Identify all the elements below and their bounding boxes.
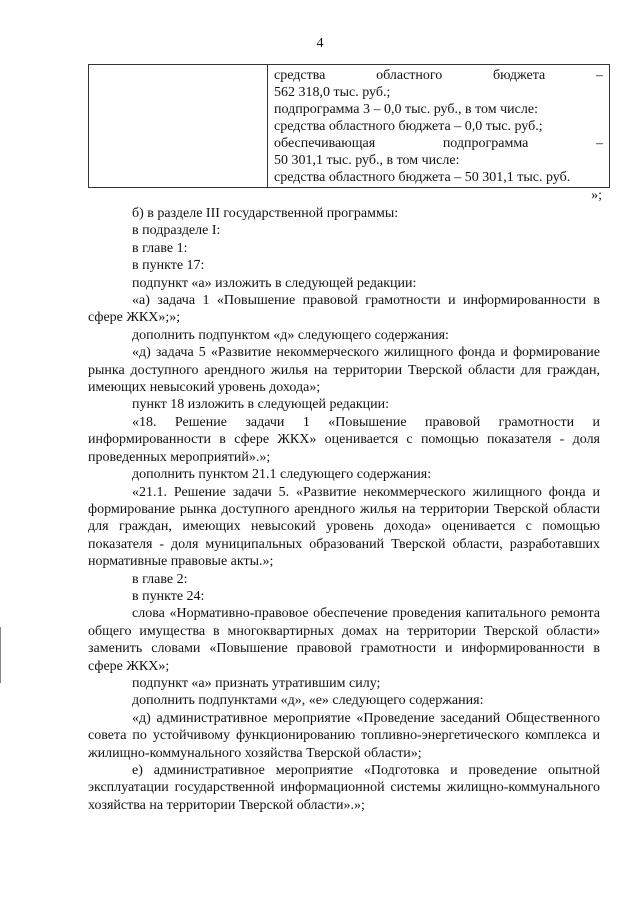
funding-table	[88, 64, 610, 188]
paragraph: «21.1. Решение задачи 5. «Развитие некоммерческого жилищного фонда и формирование рынка доступного арендного жилья на территории Тверской области для граждан, имеющих невысокий уровень дохода» оценивается с помощью показателя - доля муниципальных образований Тверской области, разработавших нормативные правовые акты.»;	[88, 484, 600, 570]
paragraph: в пункте 17:	[132, 258, 205, 274]
paragraph: в подразделе I:	[132, 223, 221, 239]
paragraph: слова «Нормативно-правовое обеспечение проведения капитального ремонта общего имущества в многоквартирных домах на территории Тверской области» заменить словами «Повышение правовой грамотности и информированности в сфере ЖКХ»;	[88, 606, 600, 674]
paragraph: «д) задача 5 «Развитие некоммерческого жилищного фонда и формирование рынка доступного арендного жилья на территории Тверской области для граждан, имеющих невысокий уровень дохода»;	[88, 345, 600, 396]
scan-edge-mark	[0, 627, 1, 683]
table-line: обеспечивающая подпрограмма –	[274, 136, 603, 151]
paragraph: дополнить пунктом 21.1 следующего содержания:	[132, 467, 432, 483]
table-row	[89, 65, 610, 188]
paragraph: в главе 2:	[132, 571, 188, 587]
paragraph: е) административное мероприятие «Подготовка и проведение опытной эксплуатации государственной информационной системы жилищно-коммунального хозяйства на территории Тверской области».»;	[88, 763, 600, 813]
table-closing-quote: »;	[591, 188, 602, 203]
paragraph: «18. Решение задачи 1 «Повышение правовой грамотности и информированности в сфере ЖКХ» оценивается с помощью показателя - доля проведенных мероприятий».»;	[88, 414, 600, 465]
table-line: средства областного бюджета – 0,0 тыс. руб.;	[274, 119, 543, 134]
paragraph: «д) административное мероприятие «Проведение заседаний Общественного совета по устойчивому функционированию топливно-энергетического комплекса и жилищно-коммунального хозяйства Тверской области»;	[88, 710, 600, 761]
page-number: 4	[316, 36, 324, 51]
paragraph: дополнить подпунктами «д», «е» следующего содержания:	[132, 693, 484, 709]
paragraph: дополнить подпунктом «д» следующего содержания:	[132, 327, 449, 343]
table-line: 562 318,0 тыс. руб.;	[274, 85, 391, 100]
document-body	[88, 205, 600, 814]
paragraph: б) в разделе III государственной программы:	[132, 206, 399, 221]
paragraph: подпункт «а» изложить в следующей редакции:	[132, 275, 417, 291]
table-line: 50 301,1 тыс. руб., в том числе:	[274, 153, 460, 168]
table-line: средства областного бюджета – 50 301,1 тыс. руб.	[274, 170, 571, 185]
paragraph: «а) задача 1 «Повышение правовой грамотности и информированности в сфере ЖКХ»;»;	[88, 293, 600, 326]
paragraph: в пункте 24:	[132, 588, 205, 604]
table-line: подпрограмма 3 – 0,0 тыс. руб., в том числе:	[274, 102, 538, 117]
table-right-cell	[268, 65, 610, 188]
paragraph: в главе 1:	[132, 240, 188, 256]
table-left-cell	[89, 65, 268, 188]
table-line: средства областного бюджета –	[274, 68, 603, 83]
paragraph: пункт 18 изложить в следующей редакции:	[132, 397, 389, 413]
paragraph: подпункт «а» признать утратившим силу;	[132, 675, 381, 691]
